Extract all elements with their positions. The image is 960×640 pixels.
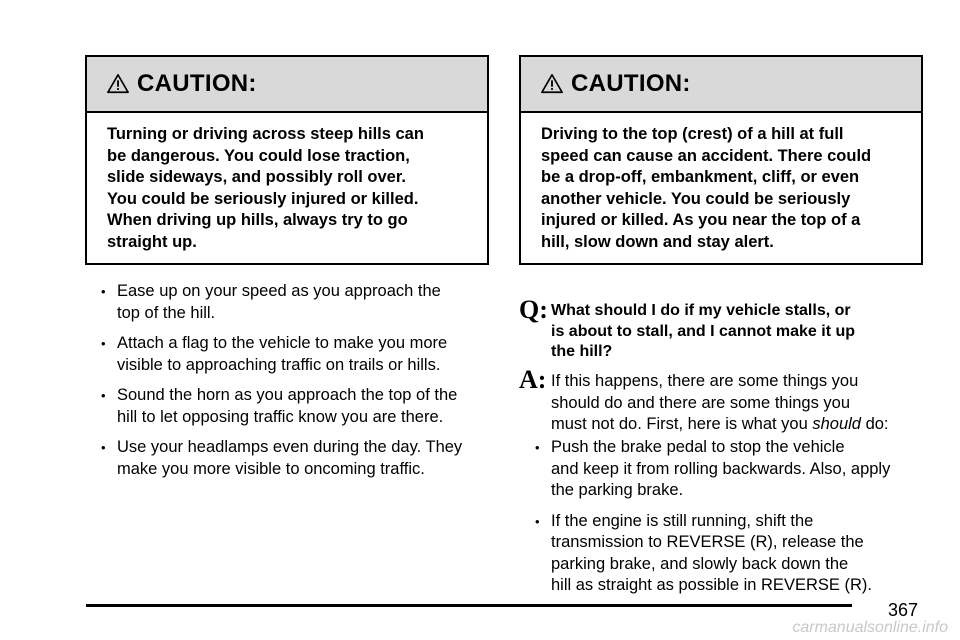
caution-box-left bbox=[85, 55, 489, 265]
list-item: • Push the brake pedal to stop the vehicle and keep it from rolling backwards. Also, apply the parking brake. bbox=[519, 437, 939, 502]
question-text: What should I do if my vehicle stalls, or is about to stall, and I cannot make it up the hill? bbox=[551, 302, 856, 360]
caution-header bbox=[87, 57, 487, 113]
stall-steps-list bbox=[519, 437, 939, 606]
page-number: 367 bbox=[888, 600, 919, 620]
caution-text: Driving to the top (crest) of a hill at full speed can cause an accident. There could be a drop-off, embankment, cliff, or even another vehicle. You could be seriously injured or killed. As you near the top of a hill, slow down and stay alert. bbox=[541, 125, 872, 251]
watermark: carmanualsonline.info bbox=[792, 619, 948, 636]
question-label: Q: bbox=[519, 295, 548, 324]
list-item: • If the engine is still running, shift the transmission to REVERSE (R), release the parking brake, and slowly back down the hill as straight as possible in REVERSE (R). bbox=[519, 511, 939, 597]
tips-list-left bbox=[85, 281, 505, 489]
list-item: • Use your headlamps even during the day. They make you more visible to oncoming traffic. bbox=[85, 437, 505, 480]
answer-text-before: If this happens, there are some things you should do and there are some things you must not do. First, here is what you bbox=[551, 372, 859, 433]
answer-label: A: bbox=[519, 365, 547, 394]
warning-triangle-icon bbox=[107, 73, 129, 95]
list-item: • Attach a flag to the vehicle to make you more visible to approaching traffic on trails or hills. bbox=[85, 333, 505, 376]
caution-title: CAUTION: bbox=[571, 70, 691, 97]
footer-rule bbox=[86, 604, 852, 607]
list-item: • Sound the horn as you approach the top of the hill to let opposing traffic know you are there. bbox=[85, 385, 505, 428]
caution-header bbox=[521, 57, 921, 113]
caution-title: CAUTION: bbox=[137, 70, 257, 97]
caution-box-right bbox=[519, 55, 923, 265]
answer bbox=[519, 367, 939, 436]
answer-text bbox=[551, 367, 889, 436]
warning-triangle-icon bbox=[541, 73, 563, 95]
caution-text: Turning or driving across steep hills can be dangerous. You could lose traction, slide sideways, and possibly roll over. You could be seriously injured or killed. When driving up hills, always try to go straight up. bbox=[107, 125, 424, 251]
answer-text-after: do: bbox=[860, 415, 889, 433]
list-item: • Ease up on your speed as you approach the top of the hill. bbox=[85, 281, 505, 324]
answer-emphasis: should bbox=[812, 415, 861, 433]
question bbox=[519, 297, 939, 363]
